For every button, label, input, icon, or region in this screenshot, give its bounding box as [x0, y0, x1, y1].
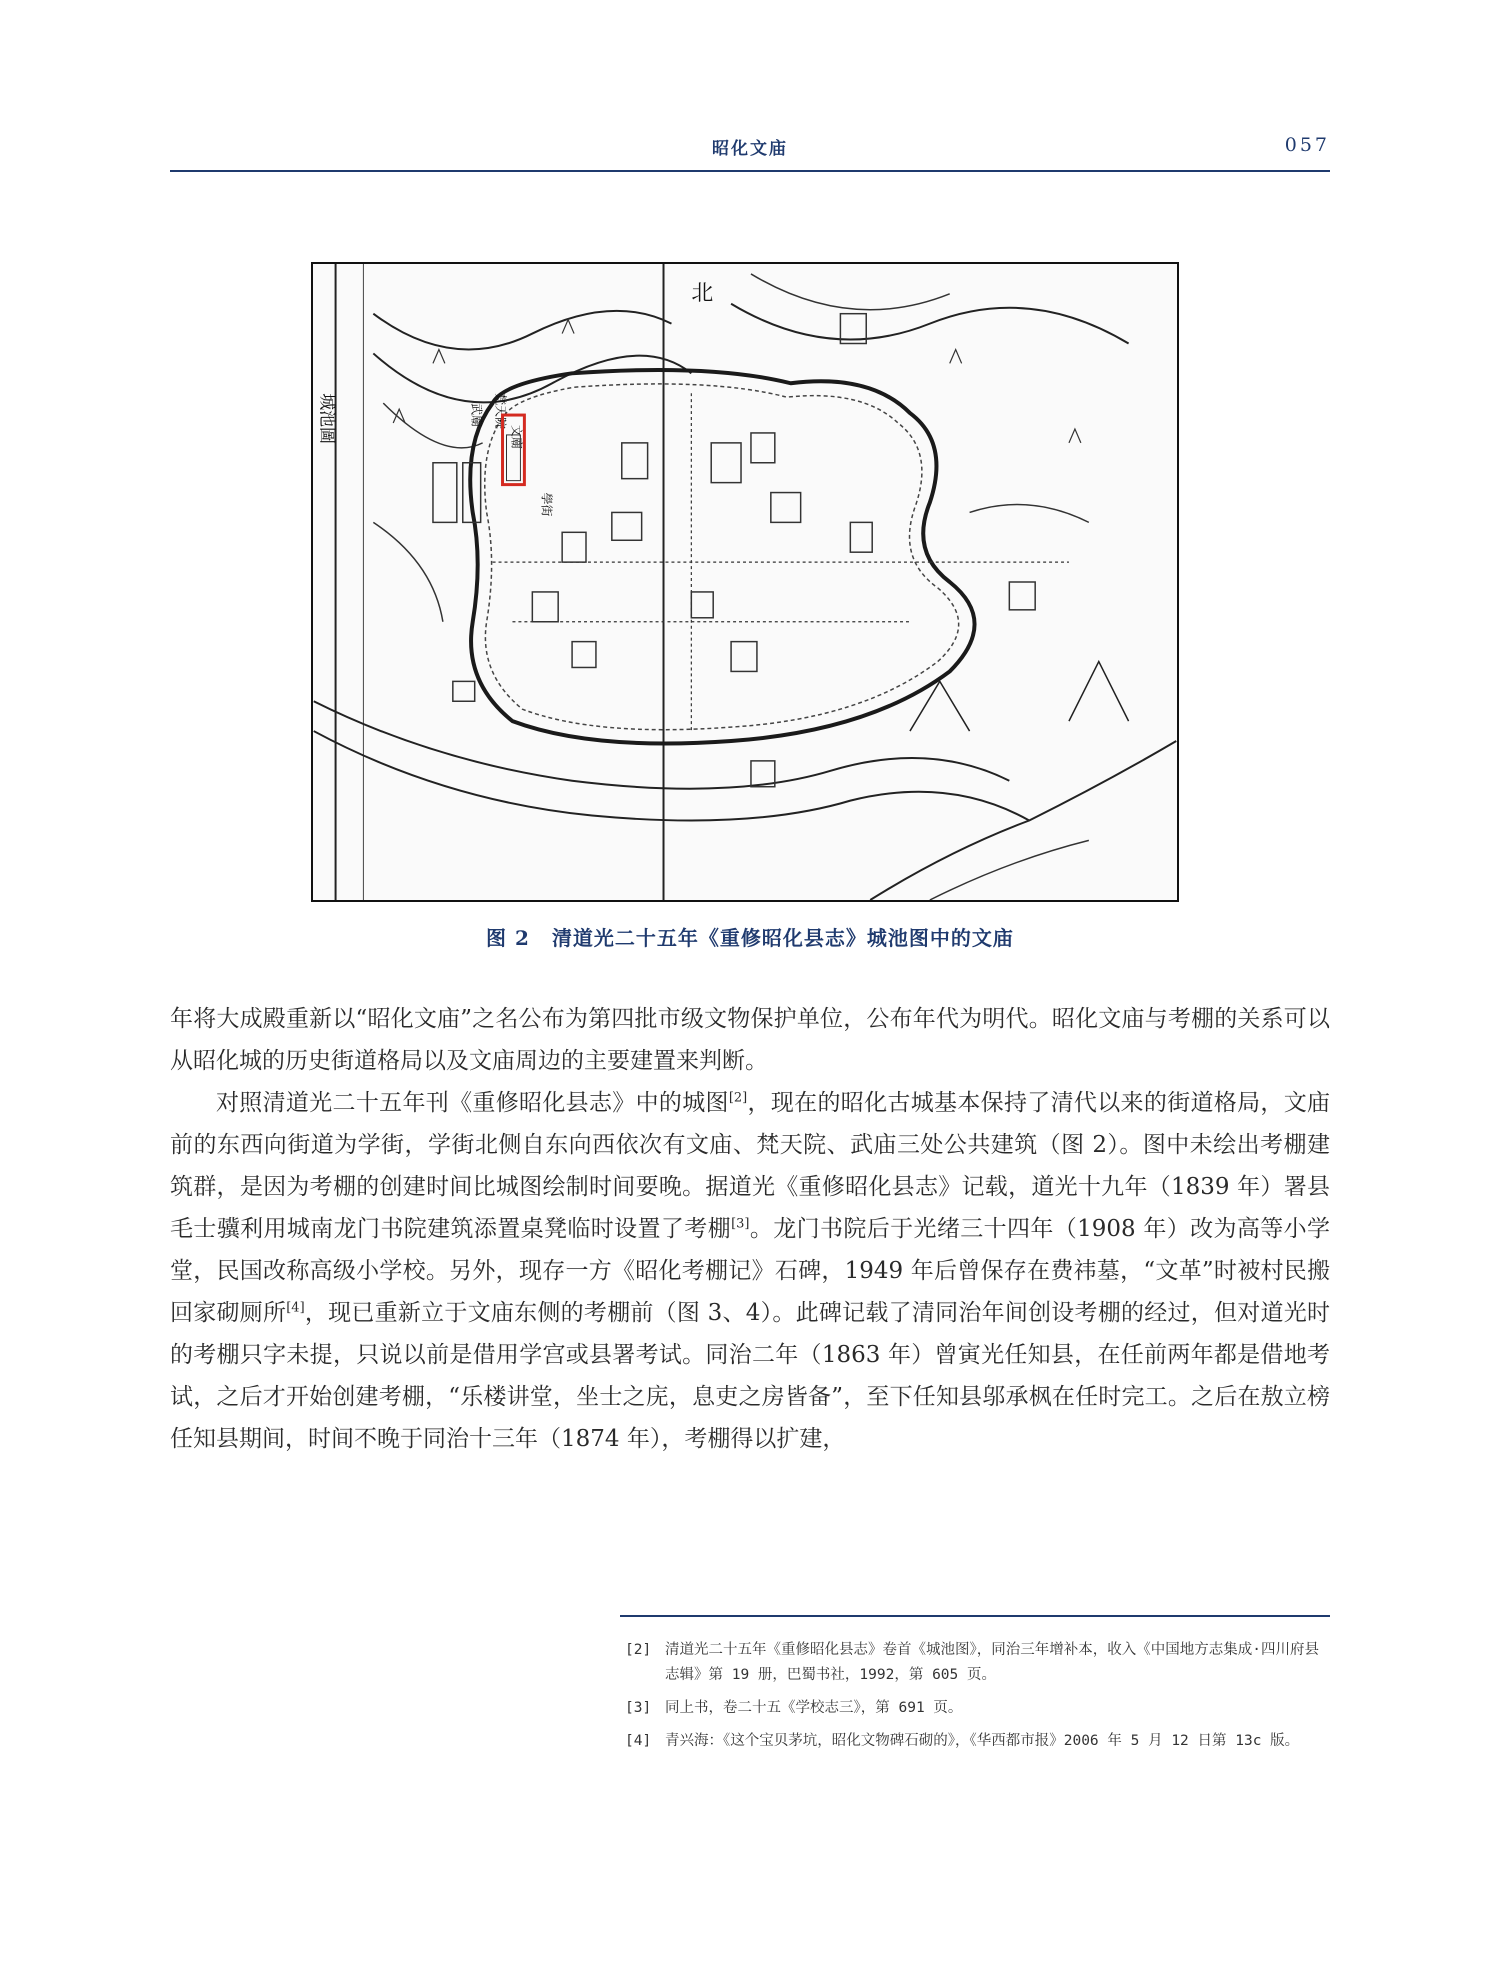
figure-number: 图 2 — [486, 926, 530, 950]
header-rule — [170, 170, 1330, 172]
city-map-figure — [311, 262, 1179, 902]
footnote-rule — [620, 1615, 1330, 1617]
paragraph-1: 年将大成殿重新以“昭化文庙”之名公布为第四批市级文物保护单位，公布年代为明代。昭化文庙与考棚的关系可以从昭化城的历史街道格局以及文庙周边的主要建置来判断。 — [170, 1006, 1330, 1074]
paragraph-2-part-3: 。龙门书院后于光绪三十四年（1908 年）改为高等小学堂，民国改称高级小学校。另外，现存一方《昭化考棚记》石碑，1949 年后曾保存在费祎墓，“文革”时被村民搬回家砌厕所 — [170, 1216, 1330, 1326]
map-label-title: 城池圖 — [317, 393, 338, 444]
map-label-wumiao: 武廟 — [469, 403, 484, 427]
paragraph-2-part-1: 对照清道光二十五年刊《重修昭化县志》中的城图 — [216, 1090, 729, 1116]
footnote-mark: [2] — [625, 1642, 652, 1658]
paragraph-2-part-2: ，现在的昭化古城基本保持了清代以来的街道格局，文庙前的东西向街道为学街，学街北侧自东向西依次有文庙、梵天院、武庙三处公共建筑（图 2）。图中未绘出考棚建筑群，是因为考棚的创建时间比城图绘制时间要晚。据道光《重修昭化县志》记载，道光十九年（1839 年）署县毛士骥利用城南龙门书院建筑添置桌凳临时设置了考棚 — [170, 1090, 1331, 1242]
paragraph-2 — [170, 1082, 1330, 1460]
paragraph-2-part-4: ，现已重新立于文庙东侧的考棚前（图 3、4）。此碑记载了清同治年间创设考棚的经过，但对道光时的考棚只字未提，只说以前是借用学宫或县署考试。同治二年（1863 年）曾寅光任知县，在任前两年都是借地考试，之后才开始创建考棚，“乐楼讲堂，坐士之庑，息吏之房皆备”，至下任知县邬承枫在任时完工。之后在敖立榜任知县期间，时间不晚于同治十三年（1874 年），考棚得以扩建， — [170, 1300, 1331, 1452]
footnote-ref-2[interactable]: [2] — [728, 1090, 748, 1106]
figure-caption-text: 清道光二十五年《重修昭化县志》城池图中的文庙 — [551, 926, 1014, 950]
figure-caption — [170, 922, 1330, 951]
footnote-text: 同上书，卷二十五《学校志三》，第 691 页。 — [665, 1700, 963, 1716]
map-label-fantian: 梵天院 — [493, 393, 508, 429]
map-label-wenmiao: 文廟 — [509, 424, 524, 449]
footnote-item — [625, 1729, 1330, 1754]
header-title: 昭化文庙 — [712, 139, 788, 159]
footnote-mark: [3] — [625, 1700, 652, 1716]
body-text — [170, 998, 1330, 1460]
footnotes — [625, 1638, 1330, 1762]
footnote-ref-3[interactable]: [3] — [731, 1216, 750, 1232]
map-label-xuejie: 學街 — [539, 492, 554, 517]
running-header — [170, 128, 1330, 168]
footnote-text: 清道光二十五年《重修昭化县志》卷首《城池图》，同治三年增补本，收入《中国地方志集成·四川府县志辑》第 19 册，巴蜀书社，1992，第 605 页。 — [665, 1642, 1319, 1683]
map-label-north: 北 — [691, 280, 714, 306]
footnote-item — [625, 1638, 1330, 1688]
footnote-text: 青兴海：《这个宝贝茅坑，昭化文物碑石砌的》，《华西都市报》2006 年 5 月 12 日第 13c 版。 — [665, 1733, 1300, 1749]
page-number: 057 — [1284, 134, 1330, 156]
city-map-illustration — [313, 264, 1177, 900]
footnote-ref-4[interactable]: [4] — [286, 1300, 305, 1316]
footnote-item — [625, 1696, 1330, 1721]
footnote-mark: [4] — [625, 1733, 652, 1749]
